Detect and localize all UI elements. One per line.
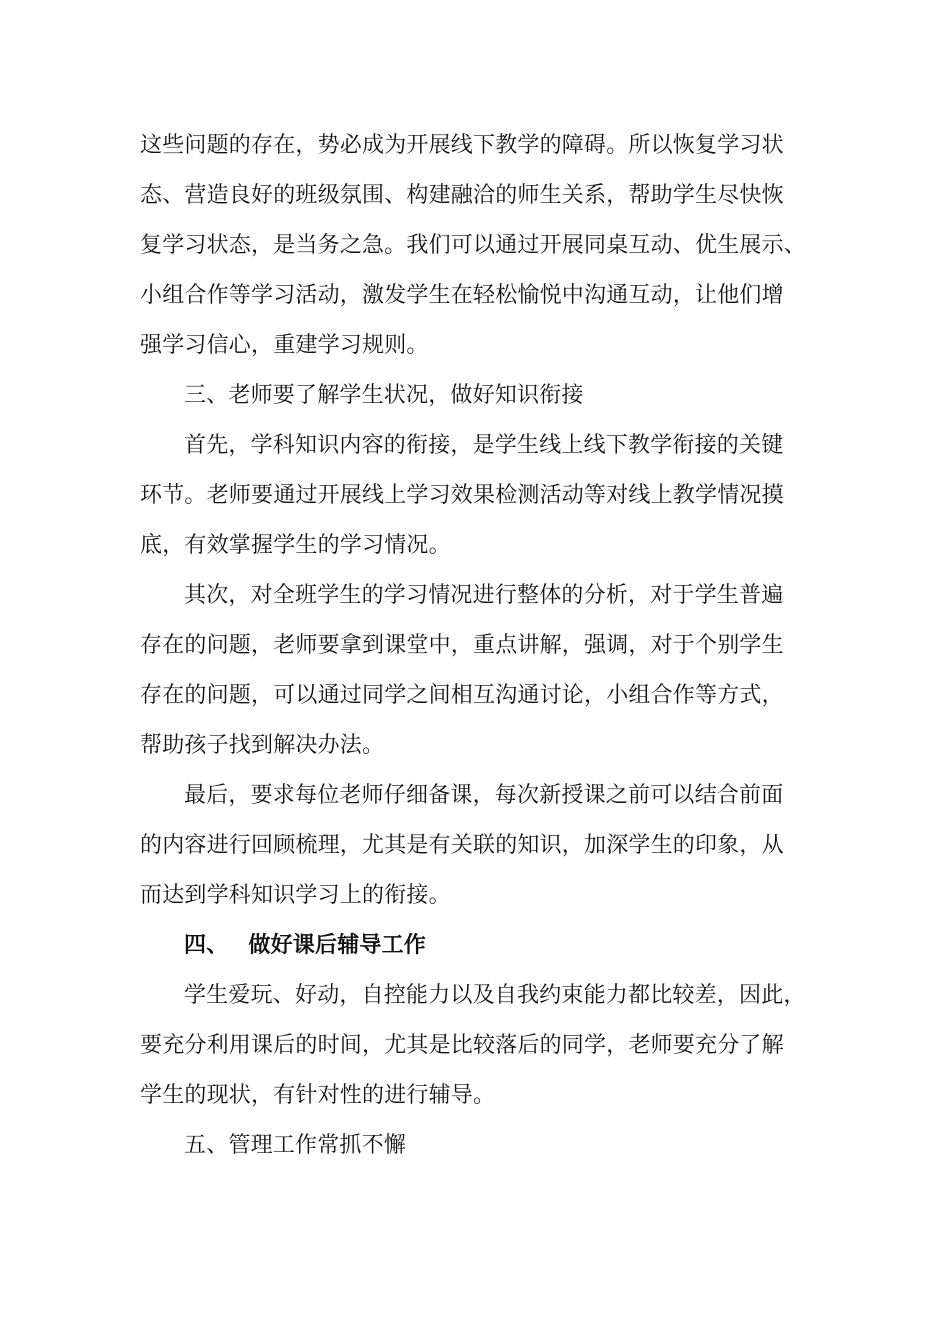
section-heading-title: 做好课后辅导工作: [248, 933, 427, 958]
paragraph-3: [140, 571, 805, 771]
paragraph-1: [140, 121, 805, 371]
paragraph-line: 复学习状态，是当务之急。我们可以通过开展同桌互动、优生展示、: [140, 233, 807, 258]
paragraph-line: 学生的现状，有针对性的进行辅导。: [140, 1083, 496, 1108]
document-page: [140, 121, 805, 1171]
paragraph-line: 首先，学科知识内容的衔接，是学生线上线下教学衔接的关键: [184, 433, 784, 458]
paragraph-line: 最后，要求每位老师仔细备课，每次新授课之前可以结合前面: [184, 783, 784, 808]
paragraph-line: 其次，对全班学生的学习情况进行整体的分析，对于学生普遍: [184, 583, 784, 608]
paragraph-line: 环节。老师要通过开展线上学习效果检测活动等对线上教学情况摸: [140, 483, 784, 508]
paragraph-2: [140, 421, 805, 571]
paragraph-line: 底，有效掌握学生的学习情况。: [140, 533, 451, 558]
section-heading-5: 五、管理工作常抓不懈: [184, 1133, 407, 1158]
paragraph-line: 存在的问题，可以通过同学之间相互沟通讨论，小组合作等方式，: [140, 683, 784, 708]
paragraph-line: 强学习信心，重建学习规则。: [140, 333, 429, 358]
paragraph-5: [140, 971, 805, 1121]
section-heading-4: [140, 921, 805, 971]
paragraph-line: 的内容进行回顾梳理，尤其是有关联的知识，加深学生的印象，从: [140, 833, 784, 858]
paragraph-line: 帮助孩子找到解决办法。: [140, 733, 385, 758]
paragraph-line: 而达到学科知识学习上的衔接。: [140, 883, 451, 908]
paragraph-line: 态、营造良好的班级氛围、构建融洽的师生关系，帮助学生尽快恢: [140, 183, 784, 208]
section-heading-number: 四、: [184, 933, 229, 958]
paragraph-line: 小组合作等学习活动，激发学生在轻松愉悦中沟通互动，让他们增: [140, 283, 784, 308]
paragraph-line: 要充分利用课后的时间，尤其是比较落后的同学，老师要充分了解: [140, 1033, 784, 1058]
paragraph-4: [140, 771, 805, 921]
paragraph-line: 这些问题的存在，势必成为开展线下教学的障碍。所以恢复学习状: [140, 133, 784, 158]
section-heading-3: 三、老师要了解学生状况，做好知识衔接: [184, 383, 584, 408]
paragraph-line: 存在的问题，老师要拿到课堂中，重点讲解，强调，对于个别学生: [140, 633, 784, 658]
paragraph-line: 学生爱玩、好动，自控能力以及自我约束能力都比较差，因此，: [184, 983, 806, 1008]
